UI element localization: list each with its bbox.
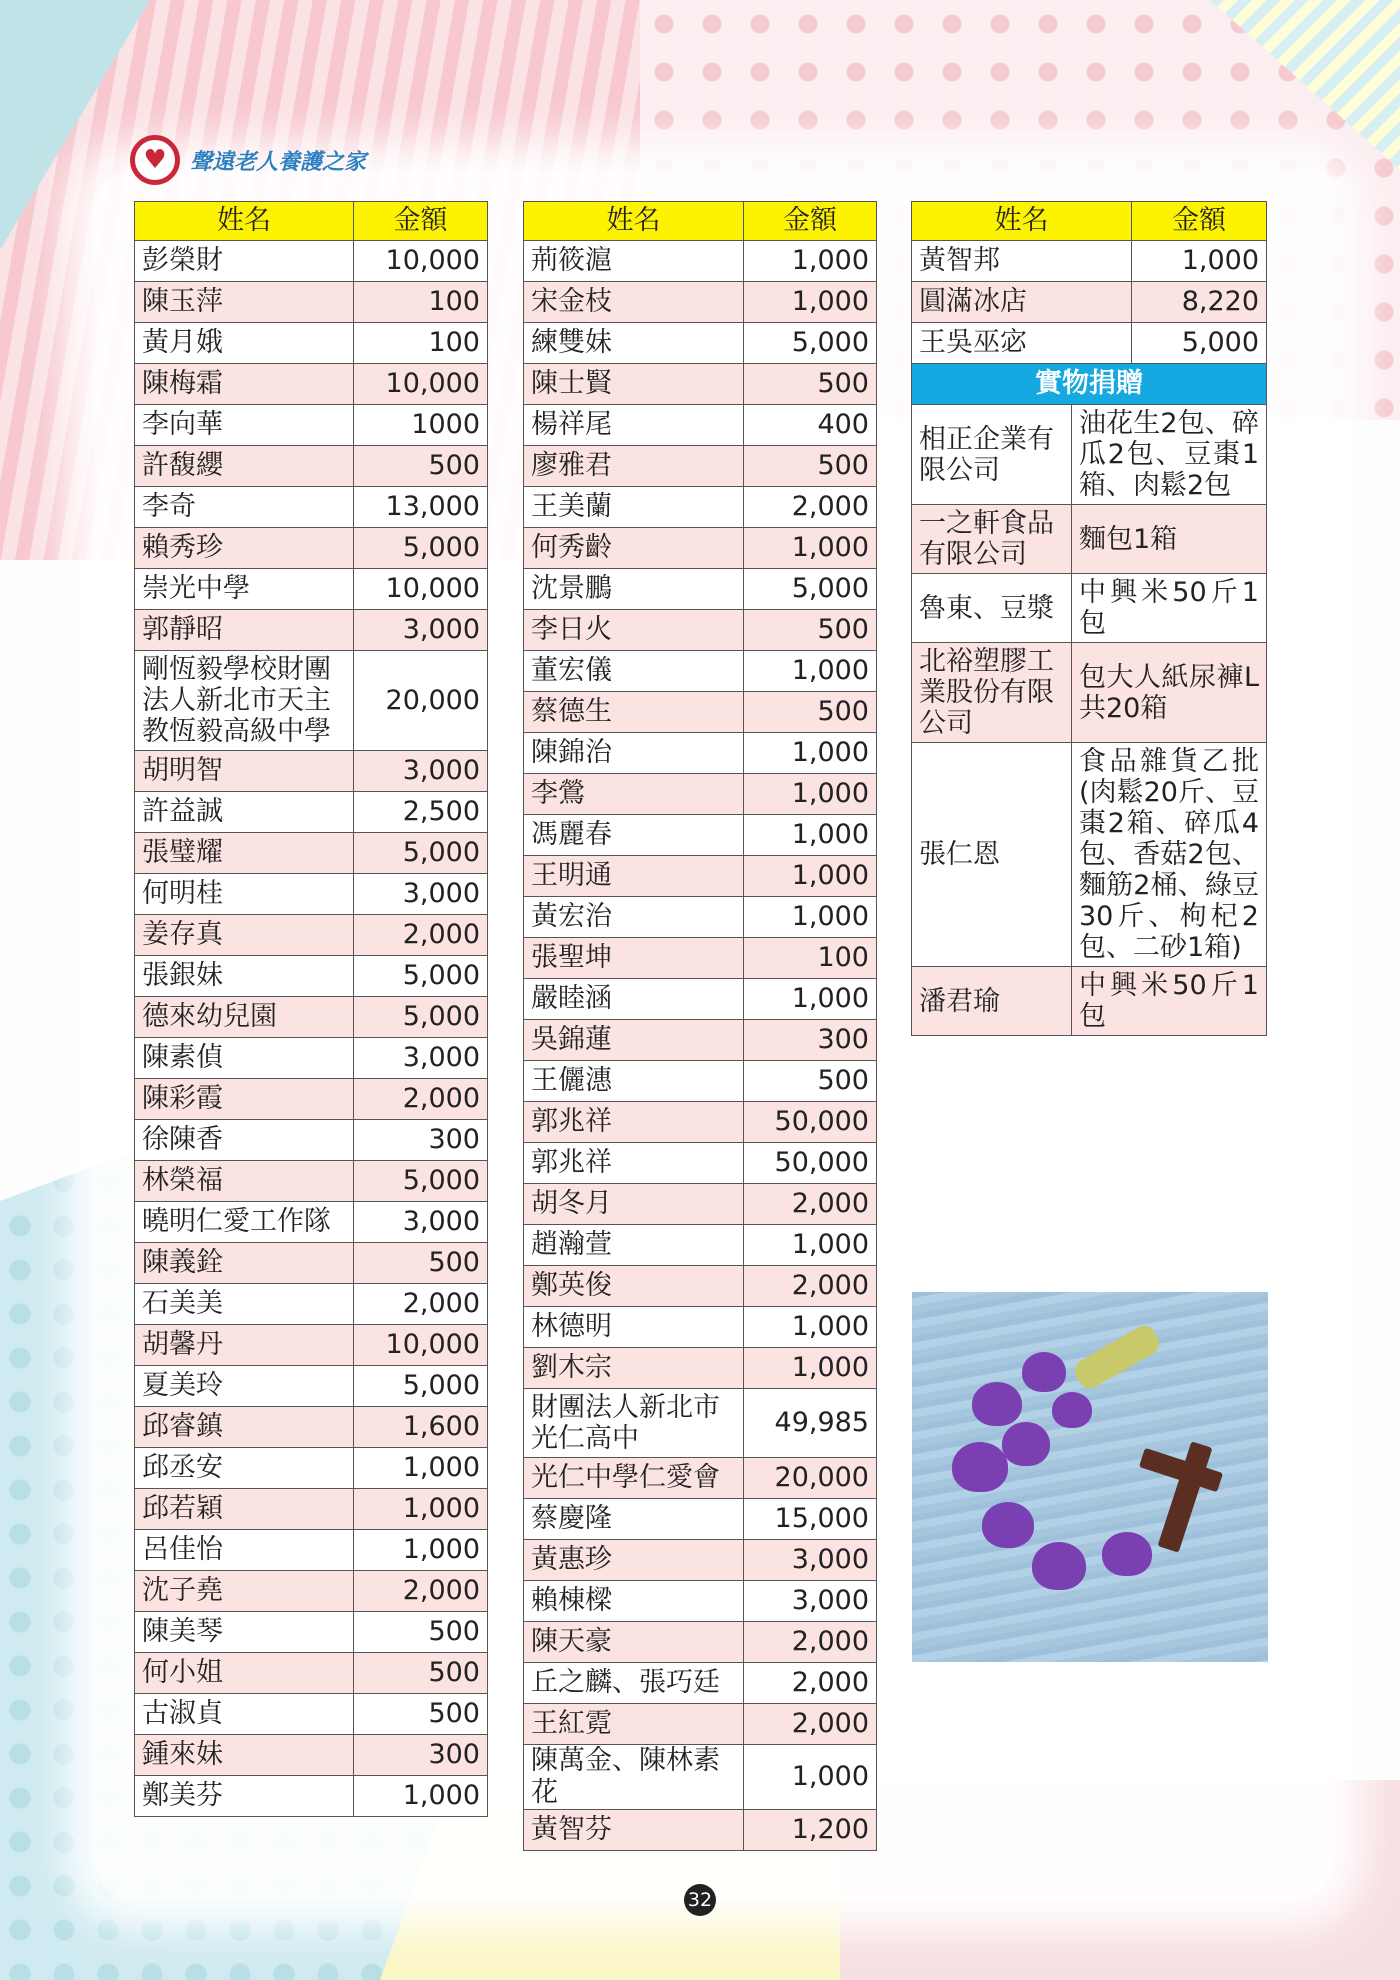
donor-name: 圓滿冰店	[912, 282, 1132, 323]
donor-name: 張銀妹	[135, 956, 354, 997]
donor-name: 剛恆毅學校財團法人新北市天主教恆毅高級中學	[135, 651, 354, 751]
donor-name: 吳錦蓮	[524, 1020, 744, 1061]
donor-name: 何明桂	[135, 874, 354, 915]
flower-petal	[1052, 1392, 1092, 1428]
donation-amount: 400	[744, 405, 877, 446]
donation-table-2	[523, 201, 877, 1851]
table-row	[524, 1389, 877, 1458]
donor-name: 黃惠珍	[524, 1540, 744, 1581]
donor-name: 黃智邦	[912, 241, 1132, 282]
table-row	[135, 1161, 488, 1202]
table-row	[135, 1653, 488, 1694]
table-row	[524, 815, 877, 856]
donation-amount: 1,200	[744, 1810, 877, 1851]
table-row	[524, 405, 877, 446]
table-row	[524, 938, 877, 979]
in-kind-items: 食品雜貨乙批(肉鬆20斤、豆棗2箱、碎瓜4包、香菇2包、麵筋2桶、綠豆30斤、枸杞2包、二砂1箱)	[1072, 743, 1267, 967]
table-row	[135, 1202, 488, 1243]
donor-name: 宋金枝	[524, 282, 744, 323]
in-kind-items: 中興米50斤1包	[1072, 967, 1267, 1036]
donor-name: 鍾來妹	[135, 1735, 354, 1776]
donation-amount: 1,000	[744, 282, 877, 323]
donor-name: 陳錦治	[524, 733, 744, 774]
donation-amount: 1,000	[744, 1225, 877, 1266]
donation-amount: 1,000	[744, 1307, 877, 1348]
donation-amount: 500	[744, 692, 877, 733]
donation-amount: 1,000	[744, 1348, 877, 1389]
table-row	[524, 1458, 877, 1499]
in-kind-row	[912, 967, 1267, 1036]
donor-name: 胡明智	[135, 751, 354, 792]
donor-name: 邱若穎	[135, 1489, 354, 1530]
donation-amount: 1,000	[744, 528, 877, 569]
table-row	[524, 1061, 877, 1102]
donor-name: 林榮福	[135, 1161, 354, 1202]
in-kind-row	[912, 743, 1267, 967]
donor-name: 邱丞安	[135, 1448, 354, 1489]
donation-amount: 13,000	[354, 487, 488, 528]
table-row	[524, 241, 877, 282]
table-row	[135, 241, 488, 282]
flower-petal	[1102, 1532, 1152, 1576]
table-row	[524, 1143, 877, 1184]
donation-amount: 300	[354, 1735, 488, 1776]
donor-name: 鄭美芬	[135, 1776, 354, 1817]
donation-amount: 5,000	[354, 1366, 488, 1407]
donor-name: 劉木宗	[524, 1348, 744, 1389]
donor-name: 趙瀚萱	[524, 1225, 744, 1266]
donor-name: 郭兆祥	[524, 1102, 744, 1143]
table-row	[135, 446, 488, 487]
donor-name: 沈子堯	[135, 1571, 354, 1612]
table-row	[135, 1038, 488, 1079]
table-row	[524, 1102, 877, 1143]
donor-name: 胡冬月	[524, 1184, 744, 1225]
donor-name: 何秀齡	[524, 528, 744, 569]
in-kind-donor: 潘君瑜	[912, 967, 1072, 1036]
table-row	[524, 569, 877, 610]
donor-name: 呂佳怡	[135, 1530, 354, 1571]
donor-name: 嚴睦涵	[524, 979, 744, 1020]
donation-amount: 1,000	[354, 1776, 488, 1817]
table-row	[524, 528, 877, 569]
donation-amount: 3,000	[744, 1540, 877, 1581]
table-row	[135, 915, 488, 956]
donor-name: 石美美	[135, 1284, 354, 1325]
donor-name: 賴秀珍	[135, 528, 354, 569]
donation-amount: 3,000	[744, 1581, 877, 1622]
donor-name: 古淑貞	[135, 1694, 354, 1735]
in-kind-row	[912, 574, 1267, 643]
in-kind-items: 包大人紙尿褲L共20箱	[1072, 643, 1267, 743]
donor-name: 李向華	[135, 405, 354, 446]
table-row	[135, 1325, 488, 1366]
donor-name: 曉明仁愛工作隊	[135, 1202, 354, 1243]
donation-amount: 1,000	[354, 1448, 488, 1489]
donation-amount: 5,000	[354, 528, 488, 569]
donor-name: 徐陳香	[135, 1120, 354, 1161]
donor-name: 王儷潓	[524, 1061, 744, 1102]
table-row	[135, 405, 488, 446]
table-row	[524, 1745, 877, 1810]
donor-name: 德來幼兒園	[135, 997, 354, 1038]
table-row	[135, 1530, 488, 1571]
donor-name: 陳美琴	[135, 1612, 354, 1653]
in-kind-row	[912, 405, 1267, 505]
donor-name: 王美蘭	[524, 487, 744, 528]
donor-name: 陳士賢	[524, 364, 744, 405]
donation-amount: 500	[354, 1694, 488, 1735]
donor-name: 許益誠	[135, 792, 354, 833]
donation-amount: 5,000	[744, 323, 877, 364]
table-row	[135, 1448, 488, 1489]
donation-amount: 20,000	[744, 1458, 877, 1499]
table-row	[524, 774, 877, 815]
table-row	[912, 282, 1267, 323]
flower-petal	[1022, 1352, 1066, 1392]
donation-amount: 2,500	[354, 792, 488, 833]
donation-amount: 2,000	[354, 1571, 488, 1612]
table-row	[524, 610, 877, 651]
donation-amount: 1,000	[744, 241, 877, 282]
donation-amount: 500	[744, 610, 877, 651]
donation-amount: 2,000	[744, 1266, 877, 1307]
donation-amount: 1,000	[744, 651, 877, 692]
donation-amount: 2,000	[744, 1184, 877, 1225]
table-row	[135, 751, 488, 792]
donor-name: 廖雅君	[524, 446, 744, 487]
table-row	[135, 1735, 488, 1776]
donor-name: 蔡德生	[524, 692, 744, 733]
donor-name: 張璧耀	[135, 833, 354, 874]
table-row	[524, 1810, 877, 1851]
donation-amount: 50,000	[744, 1143, 877, 1184]
in-kind-title: 實物捐贈	[912, 364, 1267, 405]
table-row	[135, 1407, 488, 1448]
table-row	[912, 241, 1267, 282]
org-name: 聲遠老人養護之家	[190, 149, 367, 175]
donation-amount: 8,220	[1132, 282, 1267, 323]
donation-amount: 1,000	[744, 897, 877, 938]
donor-name: 陳彩霞	[135, 1079, 354, 1120]
donor-name: 李奇	[135, 487, 354, 528]
donor-name: 練雙妹	[524, 323, 744, 364]
donation-amount: 500	[744, 446, 877, 487]
donation-amount: 5,000	[354, 833, 488, 874]
table-row	[524, 1581, 877, 1622]
donor-name: 郭靜昭	[135, 610, 354, 651]
table-row	[135, 1079, 488, 1120]
donation-amount: 3,000	[354, 751, 488, 792]
donation-amount: 1,000	[744, 1745, 877, 1810]
flower-cross-photo	[912, 1292, 1268, 1662]
table-row	[135, 997, 488, 1038]
donation-amount: 10,000	[354, 364, 488, 405]
donor-name: 董宏儀	[524, 651, 744, 692]
table-row	[524, 1307, 877, 1348]
header-name: 姓名	[524, 202, 744, 241]
in-kind-items: 油花生2包、碎瓜2包、豆棗1箱、肉鬆2包	[1072, 405, 1267, 505]
donation-amount: 10,000	[354, 241, 488, 282]
table-row	[135, 1776, 488, 1817]
donation-amount: 3,000	[354, 1038, 488, 1079]
table-row	[135, 487, 488, 528]
in-kind-section-header	[912, 364, 1267, 405]
table-row	[135, 956, 488, 997]
in-kind-row	[912, 505, 1267, 574]
table-row	[912, 323, 1267, 364]
donation-amount: 100	[354, 282, 488, 323]
donation-amount: 500	[354, 1653, 488, 1694]
in-kind-donor: 張仁恩	[912, 743, 1072, 967]
donation-amount: 500	[354, 446, 488, 487]
flower-petal	[952, 1442, 1008, 1492]
donor-name: 邱睿鎮	[135, 1407, 354, 1448]
donor-name: 楊祥尾	[524, 405, 744, 446]
donor-name: 黃智芬	[524, 1810, 744, 1851]
table-row	[135, 569, 488, 610]
donation-amount: 500	[744, 364, 877, 405]
in-kind-donor: 一之軒食品有限公司	[912, 505, 1072, 574]
flower-petal	[1002, 1422, 1050, 1466]
donation-amount: 1000	[354, 405, 488, 446]
donor-name: 姜存真	[135, 915, 354, 956]
donor-name: 何小姐	[135, 1653, 354, 1694]
donation-amount: 50,000	[744, 1102, 877, 1143]
table-row	[135, 651, 488, 751]
table-row	[135, 1243, 488, 1284]
donor-name: 馮麗春	[524, 815, 744, 856]
donor-name: 陳玉萍	[135, 282, 354, 323]
in-kind-donor: 北裕塑膠工業股份有限公司	[912, 643, 1072, 743]
table-row	[524, 979, 877, 1020]
donor-name: 王明通	[524, 856, 744, 897]
header-amount: 金額	[354, 202, 488, 241]
table-row	[135, 528, 488, 569]
flower-petal	[972, 1382, 1022, 1426]
donation-amount: 3,000	[354, 1202, 488, 1243]
table-row	[135, 323, 488, 364]
table-row	[524, 733, 877, 774]
donor-name: 許馥纓	[135, 446, 354, 487]
flower-bud	[1071, 1322, 1164, 1393]
header-amount: 金額	[744, 202, 877, 241]
donation-amount: 5,000	[744, 569, 877, 610]
table-row	[135, 1571, 488, 1612]
donor-name: 王紅霓	[524, 1704, 744, 1745]
donor-name: 黃月娥	[135, 323, 354, 364]
donor-name: 彭榮財	[135, 241, 354, 282]
in-kind-donor: 相正企業有限公司	[912, 405, 1072, 505]
donation-amount: 5,000	[354, 997, 488, 1038]
table-row	[524, 1499, 877, 1540]
table-row	[135, 1284, 488, 1325]
donation-amount: 5,000	[1132, 323, 1267, 364]
table-row	[524, 1225, 877, 1266]
header-name: 姓名	[912, 202, 1132, 241]
donor-name: 丘之麟、張巧廷	[524, 1663, 744, 1704]
donor-name: 陳天豪	[524, 1622, 744, 1663]
donation-amount: 1,000	[744, 774, 877, 815]
donor-name: 李鶯	[524, 774, 744, 815]
header-logo	[130, 135, 366, 185]
donor-name: 陳素偵	[135, 1038, 354, 1079]
donor-name: 崇光中學	[135, 569, 354, 610]
donor-name: 黃宏治	[524, 897, 744, 938]
donation-amount: 49,985	[744, 1389, 877, 1458]
table-row	[524, 1540, 877, 1581]
donor-name: 荊筱滬	[524, 241, 744, 282]
donation-amount: 1,000	[744, 979, 877, 1020]
flower-petal	[1032, 1542, 1086, 1590]
table-row	[524, 446, 877, 487]
donation-amount: 500	[354, 1612, 488, 1653]
in-kind-donor: 魯東、豆漿	[912, 574, 1072, 643]
donation-amount: 2,000	[744, 1663, 877, 1704]
donation-amount: 2,000	[744, 1704, 877, 1745]
table-row	[524, 487, 877, 528]
table-row	[135, 792, 488, 833]
table-row	[135, 1612, 488, 1653]
table-row	[135, 1694, 488, 1735]
table-row	[135, 1120, 488, 1161]
table-row	[524, 1663, 877, 1704]
donation-amount: 500	[354, 1243, 488, 1284]
donor-name: 陳義銓	[135, 1243, 354, 1284]
donation-amount: 1,000	[744, 815, 877, 856]
donation-amount: 5,000	[354, 956, 488, 997]
donor-name: 光仁中學仁愛會	[524, 1458, 744, 1499]
donation-amount: 10,000	[354, 1325, 488, 1366]
donation-amount: 300	[744, 1020, 877, 1061]
donor-name: 陳梅霜	[135, 364, 354, 405]
donation-amount: 2,000	[354, 1284, 488, 1325]
table-row	[524, 323, 877, 364]
table-row	[135, 364, 488, 405]
table-row	[524, 1020, 877, 1061]
header-amount: 金額	[1132, 202, 1267, 241]
table-row	[135, 1366, 488, 1407]
donor-name: 胡馨丹	[135, 1325, 354, 1366]
donation-amount: 5,000	[354, 1161, 488, 1202]
donation-amount: 1,000	[744, 856, 877, 897]
donor-name: 李日火	[524, 610, 744, 651]
table-row	[524, 692, 877, 733]
in-kind-items: 麵包1箱	[1072, 505, 1267, 574]
in-kind-items: 中興米50斤1包	[1072, 574, 1267, 643]
in-kind-row	[912, 643, 1267, 743]
donation-amount: 100	[744, 938, 877, 979]
table-row	[135, 874, 488, 915]
donation-amount: 10,000	[354, 569, 488, 610]
table-row	[524, 651, 877, 692]
donor-name: 張聖坤	[524, 938, 744, 979]
table-row	[524, 282, 877, 323]
donation-amount: 2,000	[354, 915, 488, 956]
donor-name: 賴棟樑	[524, 1581, 744, 1622]
donor-name: 蔡慶隆	[524, 1499, 744, 1540]
flower-petal	[982, 1502, 1034, 1548]
table-row	[135, 1489, 488, 1530]
donation-amount: 3,000	[354, 610, 488, 651]
table-row	[135, 833, 488, 874]
donor-name: 陳萬金、陳林素花	[524, 1745, 744, 1810]
donation-amount: 20,000	[354, 651, 488, 751]
donation-amount: 500	[744, 1061, 877, 1102]
table-row	[524, 856, 877, 897]
donation-amount: 1,000	[744, 733, 877, 774]
donor-name: 郭兆祥	[524, 1143, 744, 1184]
table-row	[135, 282, 488, 323]
donation-amount: 100	[354, 323, 488, 364]
donation-amount: 1,600	[354, 1407, 488, 1448]
donation-table-1	[134, 201, 488, 1817]
table-row	[524, 1704, 877, 1745]
donor-name: 夏美玲	[135, 1366, 354, 1407]
table-row	[524, 897, 877, 938]
table-row	[524, 1348, 877, 1389]
donor-name: 鄭英俊	[524, 1266, 744, 1307]
donation-amount: 2,000	[744, 487, 877, 528]
table-row	[524, 1184, 877, 1225]
table-row	[524, 1622, 877, 1663]
table-row	[524, 1266, 877, 1307]
donation-amount: 3,000	[354, 874, 488, 915]
page-number: 32	[684, 1884, 716, 1916]
donation-amount: 15,000	[744, 1499, 877, 1540]
table-row	[524, 364, 877, 405]
donation-table-3	[911, 201, 1267, 1036]
donor-name: 林德明	[524, 1307, 744, 1348]
donation-amount: 1,000	[354, 1530, 488, 1571]
donation-amount: 2,000	[354, 1079, 488, 1120]
donation-amount: 1,000	[1132, 241, 1267, 282]
donor-name: 沈景鵬	[524, 569, 744, 610]
donor-name: 財團法人新北市光仁高中	[524, 1389, 744, 1458]
donor-name: 王吳巫宓	[912, 323, 1132, 364]
table-row	[135, 610, 488, 651]
donation-amount: 1,000	[354, 1489, 488, 1530]
donation-amount: 2,000	[744, 1622, 877, 1663]
donation-amount: 300	[354, 1120, 488, 1161]
heart-logo-icon: ♥	[130, 135, 180, 185]
header-name: 姓名	[135, 202, 354, 241]
